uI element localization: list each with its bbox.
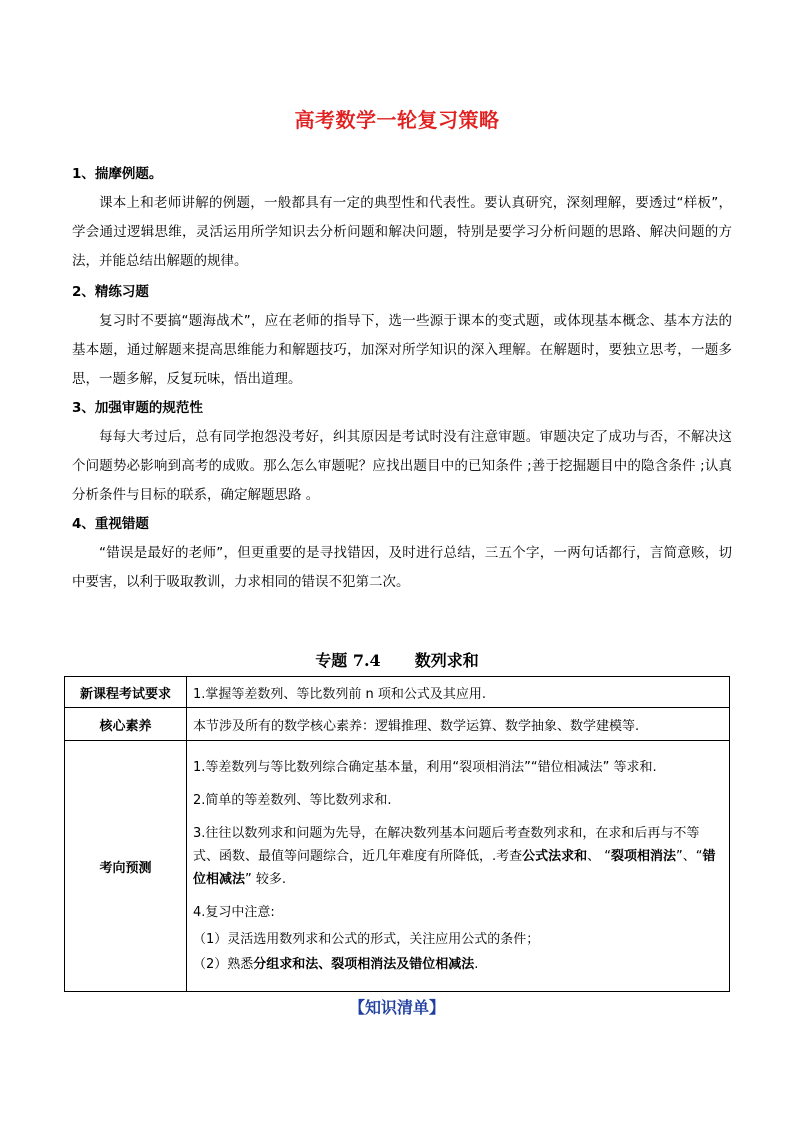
section-body: 复习时不要搞“题海战术”，应在老师的指导下，选一些源于课本的变式题，或体现基本概念、基本方法的基本题，通过解题来提高思维能力和解题技巧，加深对所学知识的深入理解。在解题时，要独立思考，一题多思，一题多解，反复玩味，悟出道理。 xyxy=(72,313,732,387)
prediction-subitem xyxy=(193,953,723,976)
table-row xyxy=(65,708,730,741)
section-2 xyxy=(72,282,732,394)
prediction-bold: 分组求和法、裂项相消法及错位相减法 xyxy=(253,957,475,972)
prediction-text: ” 较多. xyxy=(245,872,287,887)
table-label: 核心素养 xyxy=(65,708,187,741)
prediction-bold: 公式法求和 xyxy=(522,849,588,864)
section-3 xyxy=(72,398,732,510)
table-label: 考向预测 xyxy=(65,741,187,992)
prediction-cell xyxy=(187,741,730,992)
table-label: 新课程考试要求 xyxy=(65,677,187,708)
knowledge-list-title: 【知识清单】 xyxy=(348,998,445,1017)
section-1 xyxy=(72,164,732,276)
section-body: 课本上和老师讲解的例题，一般都具有一定的典型性和代表性。要认真研究，深刻理解，要透过“样板”，学会通过逻辑思维，灵活运用所学知识去分析问题和解决问题，特别是要学习分析问题的思路、解决问题的方法，并能总结出解题的规律。 xyxy=(72,195,732,269)
topic-name: 数列求和 xyxy=(414,651,479,670)
prediction-item: 1.等差数列与等比数列综合确定基本量，利用“裂项相消法”“错位相减法” 等求和. xyxy=(193,760,657,775)
prediction-item: 2.简单的等差数列、等比数列求和. xyxy=(193,793,392,808)
prediction-bold: 裂项相消法 xyxy=(611,849,677,864)
section-heading: 3、加强审题的规范性 xyxy=(72,400,203,416)
prediction-item: 4.复习中注意: xyxy=(193,905,275,920)
table-row xyxy=(65,677,730,708)
section-heading: 4、重视错题 xyxy=(72,516,149,532)
section-heading: 1、揣摩例题。 xyxy=(72,166,163,182)
table-value: 1.掌握等差数列、等比数列前 n 项和公式及其应用. xyxy=(187,677,730,708)
section-body: “错误是最好的老师”，但更重要的是寻找错因，及时进行总结，三五个字，一两句话都行，言简意赅，切中要害，以利于吸取教训，力求相同的错误不犯第二次。 xyxy=(72,545,732,590)
page-title: 高考数学一轮复习策略 xyxy=(294,108,500,132)
table-value: 本节涉及所有的数学核心素养：逻辑推理、数学运算、数学抽象、数学建模等. xyxy=(187,708,730,741)
prediction-bold: 错位相减法 xyxy=(193,849,716,887)
prediction-item xyxy=(193,822,723,891)
prediction-subitem: （1）灵活选用数列求和公式的形式，关注应用公式的条件； xyxy=(193,932,540,947)
section-4 xyxy=(72,514,732,597)
section-heading: 2、精练习题 xyxy=(72,284,149,300)
requirements-table xyxy=(64,676,730,992)
prediction-text: ”、“ xyxy=(676,849,703,864)
prediction-text: （2）熟悉 xyxy=(193,957,254,972)
prediction-text: . xyxy=(474,957,479,972)
table-row xyxy=(65,741,730,992)
prediction-text: 、 “ xyxy=(587,849,612,864)
topic-number: 专题 7.4 xyxy=(315,651,381,670)
topic-title xyxy=(0,648,794,671)
section-body: 每每大考过后，总有同学抱怨没考好，纠其原因是考试时没有注意审题。审题决定了成功与否，不解决这个问题势必影响到高考的成败。那么怎么审题呢？应找出题目中的已知条件 ;善于挖掘题目中的隐含条件 ;认真分析条件与目标的联系，确定解题思路 。 xyxy=(72,429,732,503)
prediction-text: 3.往往以数列求和问题为先导，在解决数列基本问题后考查数列求和，在求和后再与不等式、函数、最值等问题综合，近几年难度有所降低，.考查 xyxy=(193,826,700,864)
